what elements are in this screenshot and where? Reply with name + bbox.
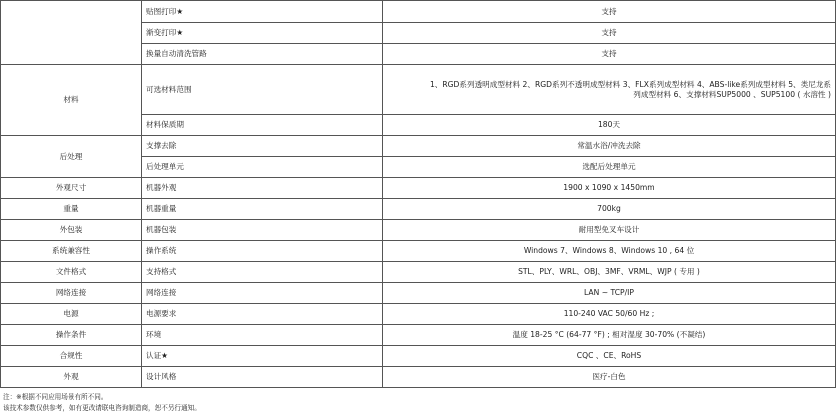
value-cell: 医疗-白色 — [383, 367, 836, 388]
disclaimer: 该技术参数仅供参考，如有更改请联电咨询制造商，恕不另行通知。 — [3, 404, 201, 412]
value-cell: 温度 18-25 °C (64-77 °F) ; 相对湿度 30-70% (不凝结) — [383, 325, 836, 346]
table-row — [1, 199, 836, 220]
value-cell: 支持 — [383, 23, 836, 44]
category-cell — [1, 1, 142, 65]
item-cell: 电源要求 — [142, 304, 383, 325]
table-row — [1, 283, 836, 304]
value-cell: 110-240 VAC 50/60 Hz ; — [383, 304, 836, 325]
table-row — [1, 136, 836, 157]
item-cell: 机器重量 — [142, 199, 383, 220]
item-cell: 环境 — [142, 325, 383, 346]
value-cell: 常温水浴/冲洗去除 — [383, 136, 836, 157]
item-cell: 换量自动清洗管路 — [142, 44, 383, 65]
table-row — [1, 325, 836, 346]
category-cell: 材料 — [1, 65, 142, 136]
value-cell: 耐用型免叉车设计 — [383, 220, 836, 241]
item-cell: 后处理单元 — [142, 157, 383, 178]
category-cell: 后处理 — [1, 136, 142, 178]
value-cell: 选配后处理单元 — [383, 157, 836, 178]
table-row — [1, 65, 836, 115]
value-cell: CQC 、CE、RoHS — [383, 346, 836, 367]
table-row — [1, 178, 836, 199]
value-cell: 700kg — [383, 199, 836, 220]
category-cell: 操作条件 — [1, 325, 142, 346]
category-cell: 重量 — [1, 199, 142, 220]
value-cell: STL、PLY、WRL、OBJ、3MF、VRML、WJP ( 专用 ) — [383, 262, 836, 283]
category-cell: 网络连接 — [1, 283, 142, 304]
item-cell: 渐变打印★ — [142, 23, 383, 44]
table-row — [1, 220, 836, 241]
item-cell: 机器外观 — [142, 178, 383, 199]
item-cell: 操作系统 — [142, 241, 383, 262]
item-cell: 认证★ — [142, 346, 383, 367]
value-cell: 1、RGD系列透明成型材料 2、RGD系列不透明成型材料 3、FLX系列成型材料 4、ABS-like系列成型材料 5、类尼龙系列成型材料 6、支撑材料SUP5000 、SUP5100 ( 水溶性 ) — [383, 65, 836, 115]
table-row — [1, 1, 836, 23]
value-cell: 支持 — [383, 44, 836, 65]
footnote: 注：※根据不同应用场景有所不同。 — [3, 393, 108, 401]
category-cell: 外包装 — [1, 220, 142, 241]
table-row — [1, 346, 836, 367]
item-cell: 可选材料范围 — [142, 65, 383, 115]
value-cell: 1900 x 1090 x 1450mm — [383, 178, 836, 199]
category-cell: 合规性 — [1, 346, 142, 367]
value-cell: LAN ~ TCP/IP — [383, 283, 836, 304]
category-cell: 电源 — [1, 304, 142, 325]
value-cell: 支持 — [383, 1, 836, 23]
value-cell: Windows 7、Windows 8、Windows 10 , 64 位 — [383, 241, 836, 262]
table-row — [1, 367, 836, 388]
item-cell: 网络连接 — [142, 283, 383, 304]
table-row — [1, 262, 836, 283]
item-cell: 支撑去除 — [142, 136, 383, 157]
category-cell: 文件格式 — [1, 262, 142, 283]
table-row — [1, 304, 836, 325]
item-cell: 支持格式 — [142, 262, 383, 283]
category-cell: 系统兼容性 — [1, 241, 142, 262]
category-cell: 外观 — [1, 367, 142, 388]
item-cell: 材料保质期 — [142, 115, 383, 136]
value-cell: 180天 — [383, 115, 836, 136]
category-cell: 外观尺寸 — [1, 178, 142, 199]
item-cell: 贴图打印★ — [142, 1, 383, 23]
table-row — [1, 241, 836, 262]
item-cell: 机器包装 — [142, 220, 383, 241]
item-cell: 设计风格 — [142, 367, 383, 388]
